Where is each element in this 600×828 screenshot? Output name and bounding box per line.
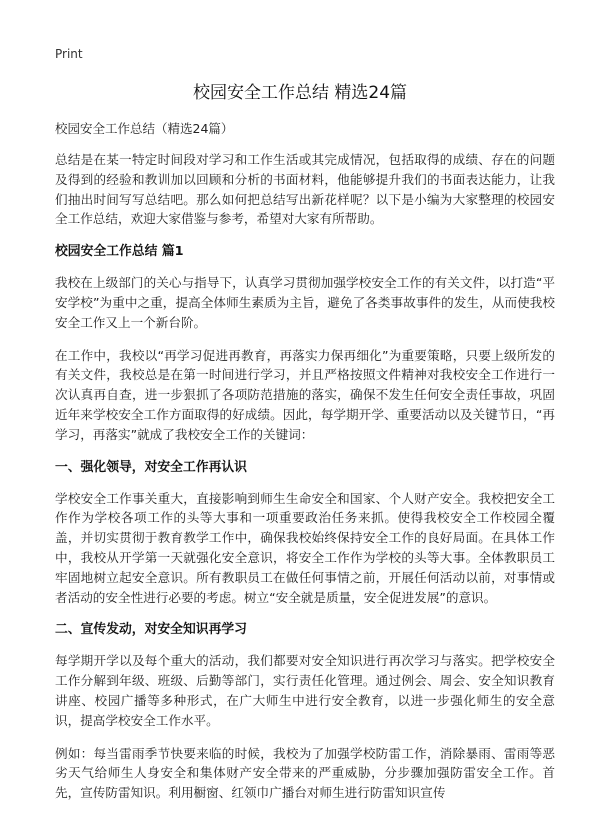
section-1-paragraph: 学校安全工作事关重大，直接影响到师生生命安全和国家、个人财产安全。我校把安全工作作为学校各项工作的头等大事和一项重要政治任务来抓。使得我校安全工作校园全覆盖，并切实贯彻于教育教学工作中，确保我校始终保持安全工作的良好局面。在具体工作中，我校从开学第一天就强化安全意识，将安全工作作为学校的头等大事。全体教职员工牢固地树立起安全意识。所有教职员工在做任何事情之前，开展任何活动以前，对事情或者活动的安全性进行必要的考虑。树立“安全就是质量，安全促进发展”的意识。 <box>55 490 555 605</box>
section-2-heading: 二、宣传发动，对安全知识再学习 <box>55 622 247 638</box>
paragraph-2: 在工作中，我校以“再学习促进再教育，再落实力保再细化”为重要策略，只要上级所发的有关文件，我校总是在第一时间进行学习，并且严格按照文件精神对我校安全工作进行一次认真再自查，进一步狠抓了各项防范措施的落实，确保不发生任何安全责任事故，巩固近年来学校安全工作方面取得的好成绩。因此，每学期开学、重要活动以及关键节日，“再学习，再落实”就成了我校安全工作的关键词： <box>55 347 555 442</box>
article-heading: 校园安全工作总结 篇1 <box>55 244 184 260</box>
article-body <box>55 120 555 816</box>
section-2-paragraph-2: 例如：每当雷雨季节快要来临的时候，我校为了加强学校防雷工作，消除暴雨、雷雨等恶劣天气给师生人身安全和集体财产安全带来的严重威胁，分步骤加强防雷安全工作。首先，宣传防雷知识。利用橱窗、红领巾广播台对师生进行防雷知识宣传 <box>55 745 555 801</box>
intro-paragraph: 总结是在某一特定时间段对学习和工作生活或其完成情况，包括取得的成绩、存在的问题及得到的经验和教训加以回顾和分析的书面材料，他能够提升我们的书面表达能力，让我们抽出时间写写总结吧。那么如何把总结写出新花样呢？以下是小编为大家整理的校园安全工作总结，欢迎大家借鉴与参考，希望对大家有所帮助。 <box>55 152 555 227</box>
article-subtitle: 校园安全工作总结（精选24篇） <box>55 121 234 136</box>
page-title: 校园安全工作总结 精选24篇 <box>192 83 408 103</box>
print-link[interactable]: Print <box>55 47 83 61</box>
section-1-heading: 一、强化领导，对安全工作再认识 <box>55 459 247 475</box>
section-2-paragraph-1: 每学期开学以及每个重大的活动，我们都要对安全知识进行再次学习与落实。把学校安全工作分解到年级、班级、后勤等部门，实行责任化管理。通过例会、周会、安全知识教育讲座、校园广播等多种形式，在广大师生中进行安全教育，以进一步强化师生的安全意识，提高学校安全工作水平。 <box>55 653 555 728</box>
paragraph-1: 我校在上级部门的关心与指导下，认真学习贯彻加强学校安全工作的有关文件，以打造“平安学校”为重中之重，提高全体师生素质为主旨，避免了各类事故事件的发生，从而使我校安全工作又上一个新台阶。 <box>55 275 555 330</box>
